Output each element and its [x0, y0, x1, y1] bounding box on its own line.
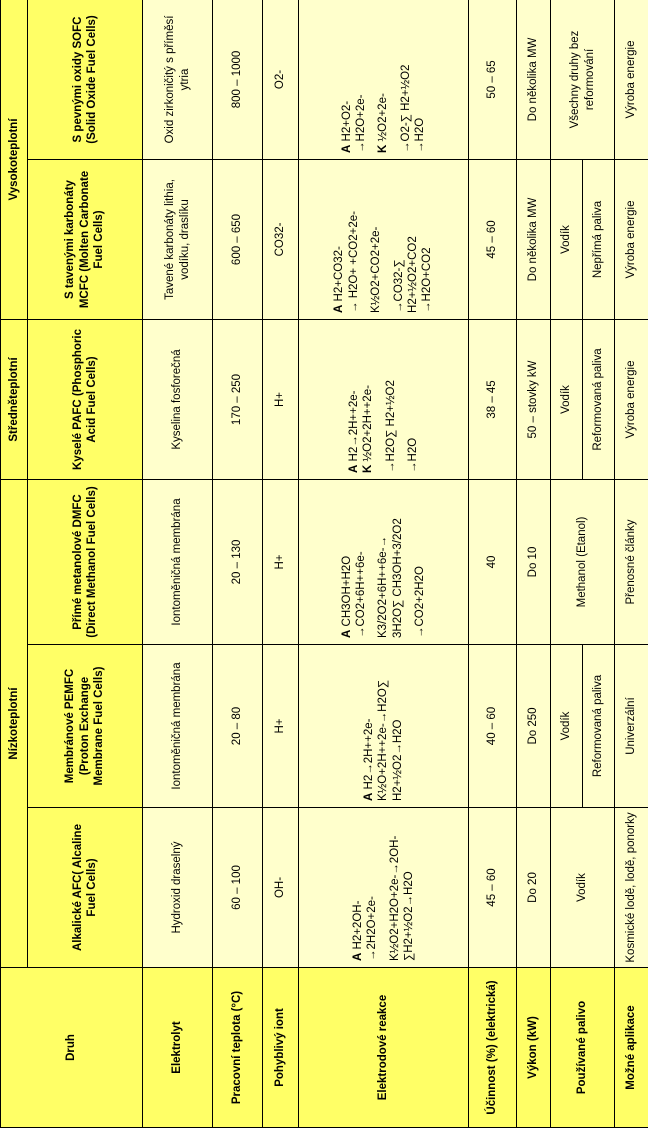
cell-palivo-afc: Vodík: [551, 808, 615, 968]
row-label-palivo: Používané palivo: [551, 968, 615, 1128]
cell-ucinnost-sofc: 50 – 65: [469, 0, 517, 159]
cell-teplota-dmfc: 20 – 130: [213, 479, 263, 644]
cell-elektrolyt-pemfc: Iontoměničná membrána: [143, 645, 213, 808]
type-pafc: Kyselé PAFC (Phosphoric Acid Fuel Cells): [28, 319, 143, 479]
cell-teplota-sofc: 800 – 1000: [213, 0, 263, 159]
cell-reakce-mcfc: A H2+CO32- → H2O+ +CO2+2e- K½O2+CO2+2e- →CO32-∑ H2+½O2+CO2 →H2O+CO2: [299, 159, 469, 319]
cell-iont-afc: OH-: [263, 808, 299, 968]
cell-ucinnost-mcfc: 45 – 60: [469, 159, 517, 319]
cell-reakce-afc: A H2+2OH- →2H2O+2e- K½O2+H2O+2e-→2OH- ∑H2+½O2→H2O: [299, 808, 469, 968]
cell-reakce-sofc: A H2+O2- →H2O+2e- K ½O2+2e- →O2-∑ H2+½O2 →H2O: [299, 0, 469, 159]
table-row: [517, 0, 551, 1128]
table-row: [615, 0, 648, 1128]
cell-vykon-pafc: 50 – stovky kW: [517, 319, 551, 479]
cell-palivo-mcfc-top: Vodík: [551, 159, 583, 319]
header-druh: Druh: [1, 968, 143, 1128]
cell-reakce-pemfc: A H2→2H++2e- K½O+2H++2e-→H2O∑ H2+½O2→H2O: [299, 645, 469, 808]
row-label-aplikace: Možné aplikace: [615, 968, 648, 1128]
row-label-elektrolyt: Elektrolyt: [143, 968, 213, 1128]
table-row: [263, 0, 299, 1128]
cell-teplota-afc: 60 – 100: [213, 808, 263, 968]
type-dmfc: Přímé metanolové DMFC (Direct Methanol Fuel Cells): [28, 479, 143, 644]
cell-aplikace-dmfc: Přenosné články: [615, 479, 648, 644]
cell-teplota-mcfc: 600 – 650: [213, 159, 263, 319]
cell-ucinnost-pemfc: 40 – 60: [469, 645, 517, 808]
table-row: [143, 0, 213, 1128]
cell-iont-dmfc: H+: [263, 479, 299, 644]
type-sofc: S pevnými oxidy SOFC (Solid Oxide Fuel Cells): [28, 0, 143, 159]
cell-elektrolyt-dmfc: Iontoměničná membrána: [143, 479, 213, 644]
row-label-ucinnost: Účinnost (%) (elektrická): [469, 968, 517, 1128]
group-vysokoteplotni: Vysokoteplotní: [1, 0, 28, 319]
cell-palivo-sofc: Všechny druhy bez reformování: [551, 0, 615, 159]
table-row: [213, 0, 263, 1128]
cell-palivo-pemfc-top: Vodík: [551, 645, 583, 808]
cell-iont-pafc: H+: [263, 319, 299, 479]
cell-palivo-pafc-top: Vodík: [551, 319, 583, 479]
table-row: [551, 0, 583, 1128]
cell-teplota-pafc: 170 – 250: [213, 319, 263, 479]
row-label-vykon: Výkon (kW): [517, 968, 551, 1128]
row-label-teplota: Pracovní teplota (°C): [213, 968, 263, 1128]
cell-vykon-dmfc: Do 10: [517, 479, 551, 644]
cell-aplikace-pafc: Výroba energie: [615, 319, 648, 479]
cell-palivo-pafc-bottom: Reformovaná paliva: [583, 319, 615, 479]
cell-iont-pemfc: H+: [263, 645, 299, 808]
group-stredneteplotni: Středněteplotní: [1, 319, 28, 479]
type-mcfc: S tavenými karbonáty MCFC (Molten Carbonate Fuel Cells): [28, 159, 143, 319]
cell-iont-sofc: O2-: [263, 0, 299, 159]
cell-ucinnost-afc: 45 – 60: [469, 808, 517, 968]
cell-vykon-sofc: Do několika MW: [517, 0, 551, 159]
group-nizkoteplotni: Nízkoteplotní: [1, 479, 28, 967]
cell-elektrolyt-pafc: Kyselina fosforečná: [143, 319, 213, 479]
cell-teplota-pemfc: 20 – 80: [213, 645, 263, 808]
cell-aplikace-sofc: Výroba energie: [615, 0, 648, 159]
cell-reakce-pafc: A H2→2H++2e- K ½O2+2H++2e- →H2O∑ H2+½O2 →H2O: [299, 319, 469, 479]
cell-iont-mcfc: CO32-: [263, 159, 299, 319]
cell-reakce-dmfc: A CH3OH+H2O →CO2+6H++6e- K3/2O2+6H++6e-→ 3H2O∑ CH3OH+3/2O2 →CO2+2H2O: [299, 479, 469, 644]
cell-vykon-mcfc: Do několika MW: [517, 159, 551, 319]
row-label-reakce: Elektrodové reakce: [299, 968, 469, 1128]
cell-ucinnost-pafc: 38 – 45: [469, 319, 517, 479]
cell-vykon-afc: Do 20: [517, 808, 551, 968]
cell-palivo-pemfc-bottom: Reformovaná paliva: [583, 645, 615, 808]
type-pemfc: Membránové PEMFC (Proton Exchange Membrane Fuel Cells): [28, 645, 143, 808]
cell-palivo-dmfc: Methanol (Etanol): [551, 479, 615, 644]
cell-elektrolyt-mcfc: Tavené karbonáty lithia, vodíku, draslíku: [143, 159, 213, 319]
table-row: [299, 0, 469, 1128]
type-afc: Alkalické AFC( Alcaline Fuel Cells): [28, 808, 143, 968]
cell-elektrolyt-sofc: Oxid zirkoničitý s příměsí ytria: [143, 0, 213, 159]
table-row: [469, 0, 517, 1128]
cell-aplikace-afc: Kosmické lodě, lodě, ponorky: [615, 808, 648, 968]
cell-ucinnost-dmfc: 40: [469, 479, 517, 644]
cell-aplikace-pemfc: Univerzální: [615, 645, 648, 808]
row-label-iont: Pohyblivý iont: [263, 968, 299, 1128]
cell-palivo-mcfc-bottom: Nepřímá paliva: [583, 159, 615, 319]
cell-elektrolyt-afc: Hydroxid draselný: [143, 808, 213, 968]
cell-aplikace-mcfc: Výroba energie: [615, 159, 648, 319]
cell-vykon-pemfc: Do 250: [517, 645, 551, 808]
